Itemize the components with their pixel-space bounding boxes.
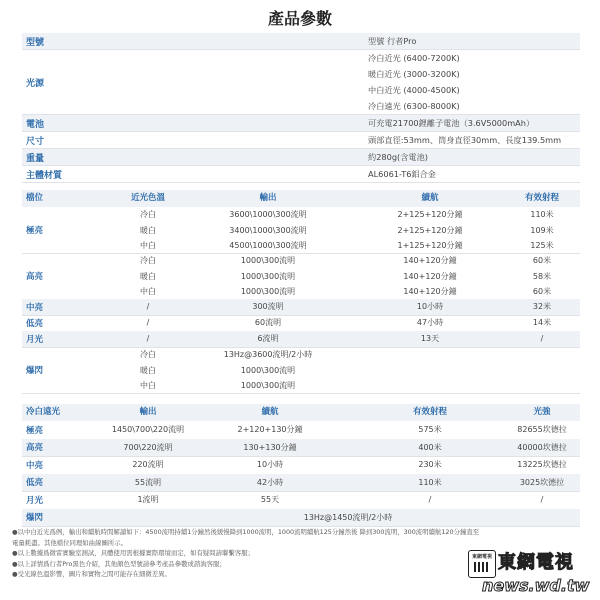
cell-output: 6流明	[257, 334, 279, 343]
cell-output: 1000\300流明	[240, 365, 296, 375]
cell-output: 1流明	[137, 495, 159, 504]
cell-intensity: 40000坎德拉	[517, 442, 567, 452]
cell-color: 中白	[140, 381, 156, 391]
table-row	[22, 421, 580, 439]
table-row	[22, 439, 580, 457]
qr-code-icon	[468, 550, 496, 578]
cell-runtime: 47小時	[416, 318, 444, 327]
cell-range: 60米	[532, 256, 552, 265]
spec-value: 約280g(含電池)	[368, 152, 428, 162]
table-row	[22, 363, 580, 379]
table-row	[22, 299, 580, 315]
cell-merged: 13Hz@1450流明/2小時	[303, 512, 393, 522]
cell-color: 暖白	[140, 365, 156, 375]
near-table-header	[22, 190, 580, 207]
near-level-moonlight	[22, 331, 580, 348]
cell-range: 32米	[532, 302, 552, 311]
cell-range: 575米	[418, 425, 442, 434]
table-row	[22, 238, 580, 254]
spec-value: 冷白近光 (6400-7200K)	[368, 53, 460, 63]
spec-row-light-source	[22, 50, 580, 115]
cell-range: 110米	[418, 477, 442, 487]
level-name: 爆閃	[26, 513, 44, 524]
level-name: 中亮	[26, 303, 44, 313]
level-name: 高亮	[26, 443, 44, 454]
cell-range: /	[540, 334, 544, 343]
cell-runtime: 10小時	[256, 460, 284, 469]
spec-value: 可充電21700鋰離子電池（3.6V5000mAh）	[368, 118, 535, 128]
spec-row-battery	[22, 115, 580, 132]
header-range: 有效射程	[412, 407, 448, 417]
level-name: 月光	[26, 495, 44, 506]
header-runtime: 續航	[261, 407, 279, 417]
spec-label: 重量	[26, 153, 45, 164]
spec-value: 中白近光 (4000-4500K)	[368, 85, 460, 95]
header-mode: 檔位	[26, 193, 44, 203]
table-row	[22, 456, 580, 474]
spec-label: 光源	[26, 78, 45, 89]
footnote: ●以上數據爲微雷實驗室測試，具體使用需根據實際環境而定，如有疑問請聯繫客服；	[12, 549, 255, 557]
cell-color: 冷白	[140, 256, 156, 265]
cell-color: 暖白	[140, 271, 156, 281]
footnote: 電量耗盡。其他檔位同理如曲線圖所示。	[12, 538, 128, 547]
table-row	[22, 269, 580, 285]
cell-runtime: 1+125+120分鐘	[397, 241, 463, 251]
cell-output: 1450\700\220流明	[111, 425, 185, 434]
cell-range: 14米	[532, 318, 552, 327]
cell-runtime: 140+120分鐘	[403, 271, 457, 281]
spec-table	[22, 33, 580, 183]
cell-output: 1000\300流明	[240, 381, 296, 391]
spec-label: 尺寸	[26, 136, 45, 147]
cell-color: /	[146, 334, 150, 343]
level-name: 極亮	[26, 226, 44, 236]
cell-output: 3400\1000\300流明	[229, 225, 307, 235]
cell-runtime: 2+125+120分鐘	[397, 225, 463, 235]
spec-value: AL6061-T6鋁合金	[368, 169, 436, 179]
cell-color: /	[146, 302, 150, 311]
table-row	[22, 253, 580, 269]
far-level-medium	[22, 456, 580, 475]
cell-intensity: 82655坎德拉	[517, 425, 567, 434]
cell-range: 125米	[530, 241, 554, 251]
cell-output: 60流明	[254, 318, 282, 327]
cell-intensity: /	[540, 495, 544, 504]
near-level-high	[22, 253, 580, 300]
cell-range: /	[428, 495, 432, 504]
cell-runtime: 55天	[260, 495, 280, 504]
level-name: 低亮	[26, 319, 44, 329]
level-name: 極亮	[26, 425, 44, 436]
spec-label: 主體材質	[26, 170, 63, 181]
cell-output: 55流明	[134, 477, 162, 487]
cell-output: 1000\300流明	[240, 271, 296, 281]
cell-color: 暖白	[140, 225, 156, 235]
level-name: 爆閃	[26, 366, 44, 376]
cell-range: 58米	[532, 271, 552, 281]
level-name: 低亮	[26, 478, 44, 489]
cell-output: 700\220流明	[123, 442, 173, 452]
cell-output: 3600\1000\300流明	[229, 210, 307, 219]
far-level-strobe	[22, 509, 580, 528]
header-runtime: 續航	[421, 193, 439, 203]
level-name: 月光	[26, 335, 44, 345]
header-color-temp: 近光色溫	[130, 193, 166, 203]
near-level-low	[22, 315, 580, 332]
cell-runtime: 2+125+120分鐘	[397, 210, 463, 219]
far-level-low	[22, 474, 580, 493]
cell-color: 冷白	[140, 210, 156, 219]
level-name: 中亮	[26, 460, 44, 471]
spec-value: 暖白近光 (3000-3200K)	[368, 69, 460, 79]
table-row	[22, 474, 580, 492]
cell-runtime: 13天	[420, 334, 440, 343]
cell-output: 300流明	[252, 302, 284, 311]
cell-output: 4500\1000\300流明	[229, 241, 307, 251]
near-level-turbo	[22, 207, 580, 254]
cell-runtime: 10小時	[416, 302, 444, 311]
footnote: ●以上詳情爲行者Pro黑色介紹，其他顏色型號請參考產品參數或諮詢客服；	[12, 559, 226, 568]
spec-value: 冷白遠光 (6300-8000K)	[368, 101, 460, 111]
cell-range: 230米	[418, 460, 442, 469]
cell-runtime: 42小時	[256, 477, 284, 487]
near-level-strobe	[22, 347, 580, 394]
header-range: 有效射程	[524, 193, 560, 203]
watermark-cn: 東網電視	[498, 552, 574, 573]
spec-row-size	[22, 132, 580, 149]
spec-row-model	[22, 33, 580, 50]
header-output: 輸出	[259, 193, 277, 203]
cell-runtime: 140+120分鐘	[403, 256, 457, 265]
table-row	[22, 207, 580, 223]
cell-range: 109米	[530, 225, 554, 235]
table-row	[22, 315, 580, 331]
cell-color: 冷白	[140, 350, 156, 359]
qr-label: 東網電視	[471, 554, 492, 560]
table-row	[22, 284, 580, 300]
watermark	[462, 542, 594, 598]
spec-value: 頭部直徑:53mm、筒身直徑30mm、長度139.5mm	[368, 135, 562, 145]
header-output: 輸出	[139, 407, 157, 417]
footnote: ●以中白近光爲例，輸出和續航時間解讀如下：4500流明持續1分鐘然後緩慢降到1000流明，1000流明續航125分鐘然後 降到300流明，300流明續航120分鐘直至	[12, 528, 480, 536]
cell-output: 220流明	[132, 460, 164, 469]
table-row	[22, 347, 580, 363]
cell-output: 1000\300流明	[240, 287, 296, 297]
level-name: 高亮	[26, 272, 44, 282]
header-intensity: 光強	[533, 407, 551, 417]
spec-row-material	[22, 166, 580, 183]
footnotes	[12, 527, 482, 580]
spec-row-weight	[22, 149, 580, 166]
header-far-beam: 冷白遠光	[26, 407, 61, 417]
spec-value: 型號 行者Pro	[368, 36, 417, 46]
cell-color: /	[146, 318, 150, 327]
far-level-turbo	[22, 421, 580, 440]
table-row	[22, 378, 580, 394]
cell-range: 400米	[418, 442, 442, 452]
spec-label: 電池	[26, 119, 45, 130]
far-level-moonlight	[22, 491, 580, 510]
spec-label: 型號	[26, 37, 45, 48]
cell-runtime: 130+130分鐘	[243, 442, 297, 452]
cell-intensity: 13225坎德拉	[517, 460, 567, 469]
table-row	[22, 331, 580, 347]
cell-output: 1000\300流明	[240, 256, 296, 265]
watermark-en: news.wd.tw	[482, 576, 590, 595]
cell-color: 中白	[140, 241, 156, 251]
far-table-header	[22, 404, 580, 421]
cell-runtime: 2+120+130分鐘	[237, 425, 303, 434]
footnote: ●受光線色溫影響，圖片和實物之間可能存在細微差異。	[12, 570, 171, 578]
far-level-high	[22, 439, 580, 458]
cell-output: 13Hz@3600流明/2小時	[223, 350, 313, 359]
table-row	[22, 223, 580, 239]
table-row	[22, 509, 580, 527]
cell-runtime: 140+120分鐘	[403, 287, 457, 297]
cell-color: 中白	[140, 287, 156, 297]
page-title: 產品參數	[267, 9, 332, 28]
cell-range: 110米	[530, 210, 554, 219]
near-level-medium	[22, 299, 580, 316]
cell-range: 60米	[532, 287, 552, 297]
table-row	[22, 491, 580, 509]
cell-intensity: 3025坎德拉	[519, 477, 565, 487]
